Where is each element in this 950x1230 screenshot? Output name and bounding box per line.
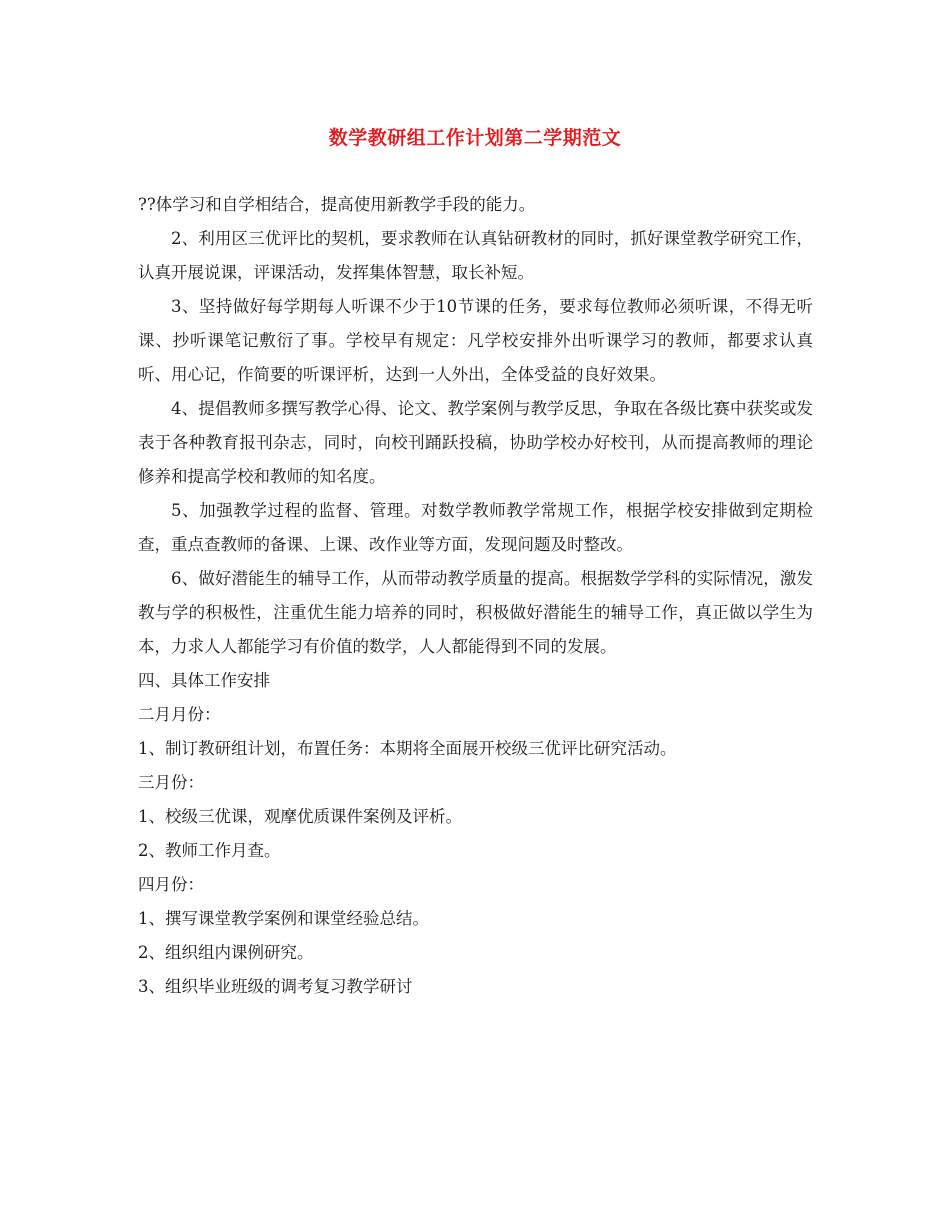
march-item-1: 1、校级三优课，观摩优质课件案例及评析。 [138,807,462,826]
month-label-march: 三月份： [138,773,204,792]
february-item-1: 1、制订教研组计划，布置任务：本期将全面展开校级三优评比研究活动。 [138,739,677,758]
paragraph-continuation: ??体学习和自学相结合，提高使用新教学手段的能力。 [138,195,536,214]
april-item-2: 2、组织组内课例研究。 [138,943,314,962]
month-label-april: 四月份： [138,875,204,894]
month-label-february: 二月月份： [138,705,221,724]
paragraph-item-5: 5、加强教学过程的监督、管理。对数学教师教学常规工作，根据学校安排做到定期检查，重点查教师的备课、上课、改作业等方面，发现问题及时整改。 [138,501,813,554]
april-item-3: 3、组织毕业班级的调考复习教学研讨 [138,977,413,996]
paragraph-item-2: 2、利用区三优评比的契机，要求教师在认真钻研教材的同时，抓好课堂教学研究工作，认真开展说课，评课活动，发挥集体智慧，取长补短。 [138,229,813,282]
section-heading-schedule: 四、具体工作安排 [138,671,270,690]
paragraph-item-6: 6、做好潜能生的辅导工作，从而带动教学质量的提高。根据数学学科的实际情况，激发教与学的积极性，注重优生能力培养的同时，积极做好潜能生的辅导工作，真正做以学生为本，力求人人都能学习有价值的数学，人人都能得到不同的发展。 [138,569,813,656]
april-item-1: 1、撰写课堂教学案例和课堂经验总结。 [138,909,429,928]
document-body [138,188,813,1004]
paragraph-item-3: 3、坚持做好每学期每人听课不少于10节课的任务，要求每位教师必须听课，不得无听课、抄听课笔记敷衍了事。学校早有规定：凡学校安排外出听课学习的教师，都要求认真听、用心记，作简要的听课评析，达到一人外出，全体受益的良好效果。 [138,297,813,384]
document-title: 数学教研组工作计划第二学期范文 [328,127,622,149]
march-item-2: 2、教师工作月查。 [138,841,281,860]
paragraph-item-4: 4、提倡教师多撰写教学心得、论文、教学案例与教学反思，争取在各级比赛中获奖或发表于各种教育报刊杂志，同时，向校刊踊跃投稿，协助学校办好校刊，从而提高教师的理论修养和提高学校和教师的知名度。 [138,399,813,486]
